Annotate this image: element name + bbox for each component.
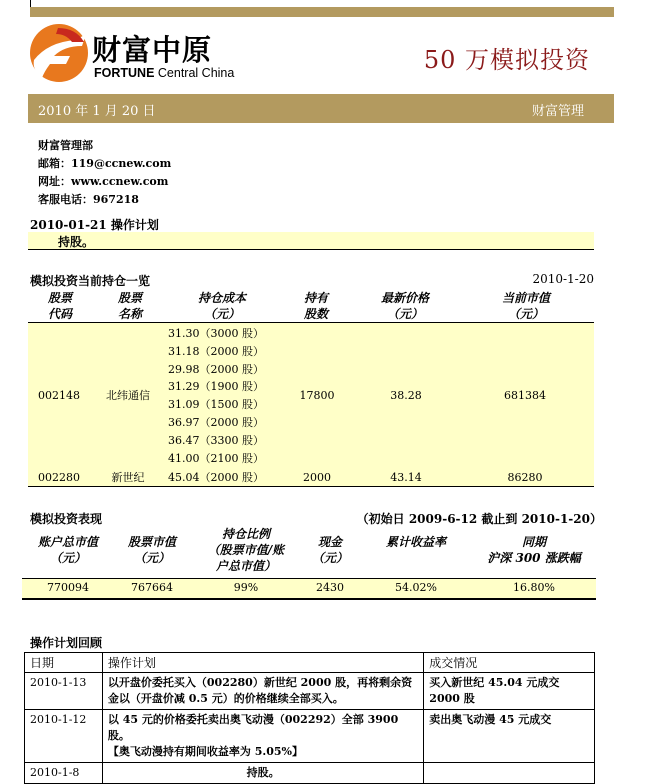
brand-fortune: FORTUNE bbox=[94, 66, 155, 80]
row1-costs: 31.30（3000 股） 31.18（2000 股） 29.98（2000 股） 31.29（1900 股） 31.09（1500 股） 36.97（2000 股） 36.47（3300 股） 41.00（2100 股） bbox=[168, 327, 264, 465]
review-heading: 操作计划回顾 bbox=[30, 636, 103, 650]
perf-col-total: 账户总市值 （元） bbox=[37, 535, 98, 565]
col-header-price: 最新价格 （元） bbox=[380, 291, 429, 321]
row2-cost: 45.04（2000 股） bbox=[168, 471, 264, 484]
contact-block bbox=[38, 137, 171, 209]
brand-chinese: 财富中原 bbox=[92, 33, 213, 67]
top-band bbox=[30, 7, 614, 17]
plan-heading: 2010-01-21 操作计划 bbox=[30, 218, 159, 232]
row2-value: 86280 bbox=[507, 471, 543, 484]
report-date: 2010 年 1 月 20 日 bbox=[38, 104, 156, 119]
contact-email: 邮箱：119@ccnew.com bbox=[38, 157, 172, 170]
review-col-date: 日期 bbox=[25, 653, 103, 673]
perf-col-stock: 股票市值 （元） bbox=[127, 535, 176, 565]
brand-central-china: Central China bbox=[157, 66, 235, 80]
contact-site: 网址：www.ccnew.com bbox=[38, 175, 169, 188]
contact-phone: 客服电话：967218 bbox=[38, 193, 139, 206]
row1-shares: 17800 bbox=[299, 389, 335, 402]
perf-cash-value: 2430 bbox=[316, 581, 344, 594]
perf-total-value: 770094 bbox=[47, 581, 89, 594]
review-table bbox=[24, 652, 595, 784]
review-col-result: 成交情况 bbox=[424, 653, 595, 673]
top-left-rule bbox=[30, 0, 31, 7]
row2-name: 新世纪 bbox=[111, 471, 145, 484]
col-header-name: 股票 名称 bbox=[117, 291, 142, 321]
perf-stock-value: 767664 bbox=[131, 581, 173, 594]
fortune-logo bbox=[28, 22, 243, 86]
review-header-row bbox=[25, 653, 595, 673]
perf-col-hs300: 同期 沪深 300 涨跌幅 bbox=[487, 535, 581, 565]
row1-code: 002148 bbox=[38, 389, 80, 402]
review-col-plan: 操作计划 bbox=[102, 653, 423, 673]
col-header-cost: 持仓成本 （元） bbox=[197, 291, 246, 321]
table-row: 2010-1-13 以开盘价委托买入（002280）新世纪 2000 股，再将剩余资金以（开盘价减 0.5 元）的价格继续全部买入。 买入新世纪 45.04 元成交 2000 股 bbox=[25, 673, 595, 710]
col-header-shares: 持有 股数 bbox=[303, 291, 328, 321]
performance-heading: 模拟投资表现 bbox=[30, 512, 103, 526]
perf-col-ratio: 持仓比例 （股票市值/账 户总市值） bbox=[207, 527, 285, 573]
row1-value: 681384 bbox=[504, 389, 546, 402]
logo-mark-icon bbox=[28, 22, 92, 84]
perf-return-value: 54.02% bbox=[395, 581, 437, 594]
row2-price: 43.14 bbox=[390, 471, 422, 484]
col-header-value: 当前市值 （元） bbox=[501, 291, 550, 321]
perf-hs300-value: 16.80% bbox=[513, 581, 555, 594]
row2-shares: 2000 bbox=[303, 471, 331, 484]
perf-col-cash: 现金 （元） bbox=[311, 535, 348, 565]
department-label: 财富管理 bbox=[531, 104, 584, 119]
holdings-heading: 模拟投资当前持仓一览 bbox=[30, 274, 151, 288]
plan-content: 持股。 bbox=[58, 235, 95, 249]
table-row: 2010-1-8 持股。 bbox=[25, 763, 595, 784]
row1-price: 38.28 bbox=[390, 389, 422, 402]
perf-ratio-value: 99% bbox=[233, 581, 259, 594]
row2-code: 002280 bbox=[38, 471, 80, 484]
table-row: 2010-1-12 以 45 元的价格委托卖出奥飞动漫（002292）全部 3900 股。 【奥飞动漫持有期间收益率为 5.05%】 卖出奥飞动漫 45 元成交 bbox=[25, 710, 595, 763]
performance-range: （初始日 2009-6-12 截止到 2010-1-20） bbox=[356, 512, 602, 526]
document-title: 50 万模拟投资 bbox=[423, 46, 590, 74]
date-band bbox=[28, 94, 614, 123]
perf-col-return: 累计收益率 bbox=[385, 535, 446, 549]
row1-name: 北纬通信 bbox=[106, 389, 150, 402]
brand-english bbox=[94, 66, 234, 80]
holdings-date: 2010-1-20 bbox=[532, 272, 594, 286]
plan-band bbox=[28, 232, 594, 250]
col-header-code: 股票 代码 bbox=[47, 291, 72, 321]
contact-name: 财富管理部 bbox=[38, 139, 93, 152]
